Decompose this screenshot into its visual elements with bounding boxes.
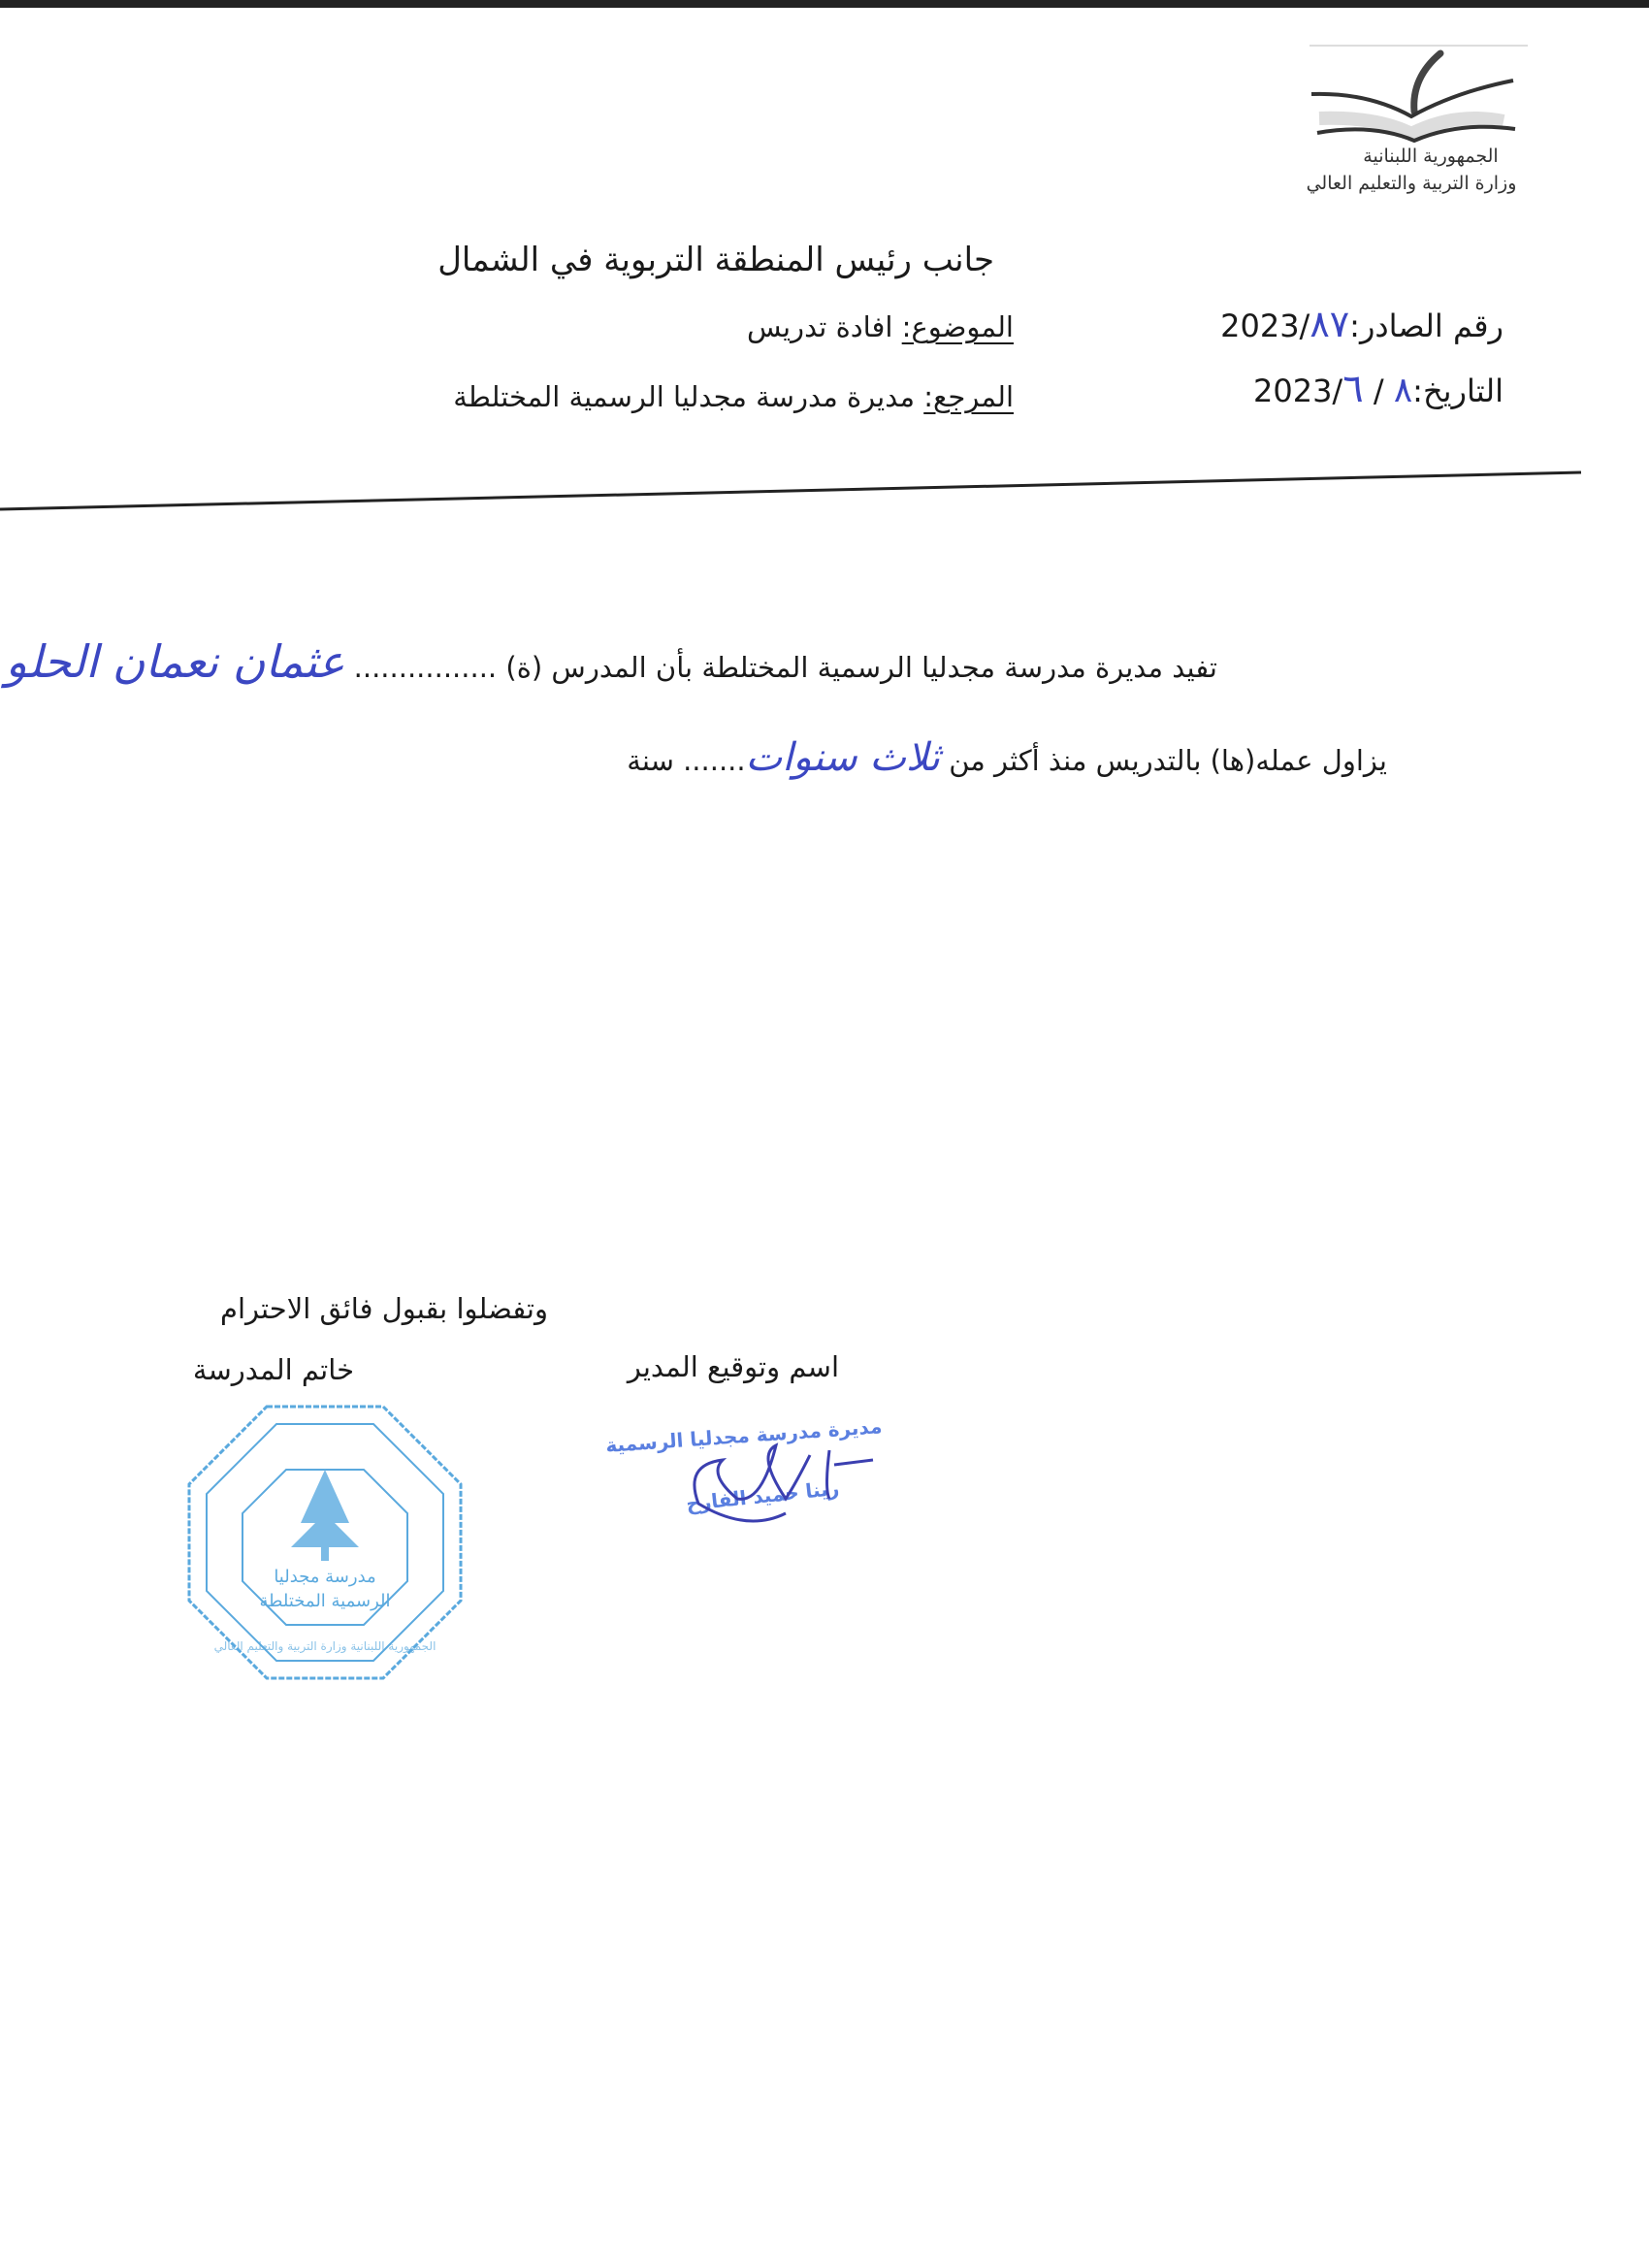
school-stamp-line-2: الرسمية المختلطة — [259, 1591, 391, 1611]
body-line-1-text: تفيد مديرة مدرسة مجدليا الرسمية المختلطة بأن المدرس (ة) — [505, 651, 1217, 684]
school-stamp-ring: الجمهورية اللبنانية وزارة التربية والتعليم العالي — [213, 1639, 436, 1653]
subject-label: الموضوع: — [901, 310, 1014, 343]
school-stamp-line-1: مدرسة مجدليا — [274, 1567, 376, 1587]
school-stamp — [179, 1397, 470, 1688]
scan-top-edge — [0, 0, 1649, 8]
dotted-fill: ....... — [683, 744, 746, 777]
reference-value: مديرة مدرسة مجدليا الرسمية المختلطة — [453, 380, 915, 413]
body-line-2-end: سنة — [627, 744, 674, 777]
outgoing-year: 2023/ — [1220, 308, 1310, 344]
cedar-icon — [291, 1470, 359, 1561]
open-book-icon — [1300, 34, 1533, 160]
addressee: جانب رئيس المنطقة التربوية في الشمال — [437, 241, 994, 279]
director-stamp-line-1: مديرة مدرسة مجدليا الرسمية — [604, 1414, 884, 1457]
body-line-2 — [627, 735, 1387, 780]
director-signature — [592, 1416, 892, 1542]
body-line-1 — [0, 635, 1217, 688]
director-stamp — [592, 1416, 892, 1542]
date-row: التاريخ:٨ / ٦2023/ — [1252, 367, 1504, 411]
logo-line-2: وزارة التربية والتعليم العالي — [1306, 173, 1517, 194]
reference-row — [453, 380, 1014, 413]
date-day: ٨ — [1393, 371, 1413, 410]
logo-line-1: الجمهورية اللبنانية — [1363, 146, 1499, 167]
years-value: ثلاث سنوات — [745, 735, 941, 780]
outgoing-label: رقم الصادر: — [1349, 308, 1504, 344]
subject-value: افادة تدريس — [747, 310, 893, 343]
date-month: ٦ — [1342, 367, 1364, 411]
subject-row — [747, 310, 1014, 343]
reference-label: المرجع: — [923, 380, 1014, 413]
outgoing-number: ٨٧ — [1310, 303, 1350, 345]
outgoing-number-row — [1220, 303, 1504, 345]
teacher-name: عثمان نعمان الحلو — [5, 635, 345, 688]
closing-text: وتفضلوا بقبول فائق الاحترام — [220, 1292, 548, 1325]
stamp-label: خاتم المدرسة — [192, 1353, 354, 1386]
date-label: التاريخ: — [1412, 373, 1504, 409]
header-divider — [0, 456, 1649, 524]
body-line-2-text: يزاول عمله(ها) بالتدريس منذ أكثر من — [949, 744, 1387, 777]
director-stamp-line-2: رينا حميد الفارح — [684, 1475, 840, 1516]
director-label: اسم وتوقيع المدير — [627, 1350, 839, 1383]
dotted-fill: ................ — [353, 651, 498, 684]
ministry-logo — [1300, 34, 1533, 160]
date-year: 2023/ — [1252, 373, 1343, 409]
